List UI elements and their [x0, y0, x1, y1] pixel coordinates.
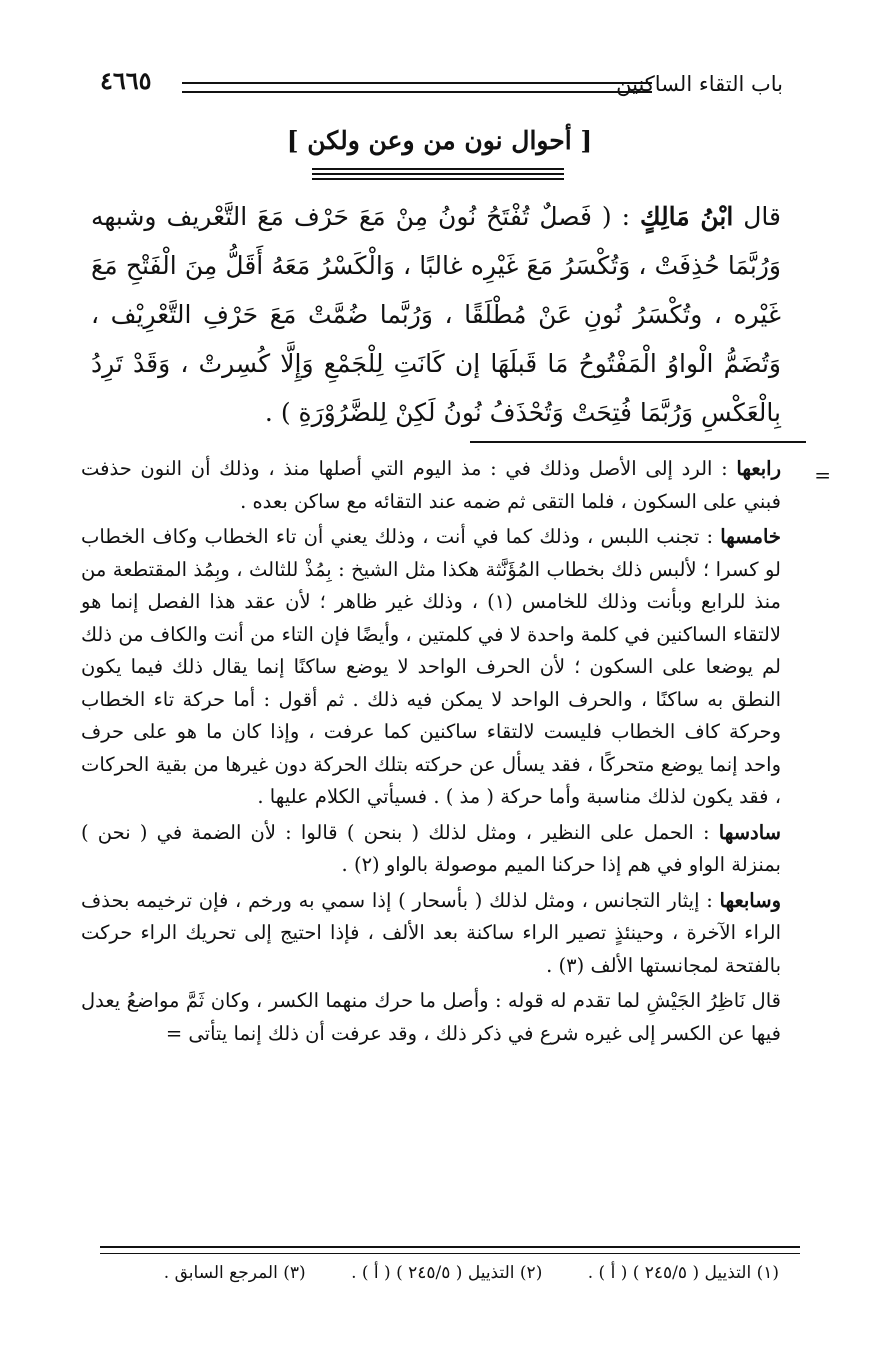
page-number: ٤٦٦٥ [100, 66, 152, 95]
footnote: (٣) المرجع السابق . [163, 1263, 306, 1283]
title-rule [312, 178, 564, 180]
main-text [91, 192, 781, 437]
main-text-rule [470, 441, 806, 443]
commentary-paragraph [81, 885, 781, 983]
footnote-rule [100, 1246, 800, 1254]
footnote: (٢) التذييل ( ٢٤٥/٥ ) ( أ ) . [351, 1263, 543, 1283]
paragraph-label: خامسها [720, 525, 781, 548]
paragraph-label: رابعها [736, 457, 782, 480]
paragraph-text: : الرد إلى الأصل وذلك في : مذ اليوم التي أصلها منذ ، وذلك أن النون حذفت فبني على السكون ، فلما التقى ثم ضمه عند التقائه مع ساكن بعده . [81, 457, 781, 513]
title-rule [312, 173, 564, 175]
section-title: [ أحوال نون من وعن ولكن ] [286, 126, 593, 155]
header-rule [182, 82, 652, 93]
main-body: : ( فَصلٌ تُفْتَحُ نُونُ مِنْ مَعَ حَرْف مَعَ التَّعْريف وشبهه وَرُبَّمَا حُذِفَتْ ، وَتُكْسَرُ مَعَ غَيْرِه غالبًا ، وَالْكَسْرُ مَعَهُ أَقَلُّ مِنَ الْفَتْحِ مَعَ غَيْره ، وتُكْسَرُ نُونِ عَنْ مُطْلَقًا ، وَرُبَّما ضُمَّتْ مَعَ حَرْفِ التَّعْرِيْف ، وَتُضَمُّ الْواوُ الْمَفْتُوحُ مَا قَبلَهَا إن كَانَتِ لِلْجَمْعِ وَإِلَّا كُسِرتْ ، وَقَدْ تَرِدُ بِالْعَكْسِ وَرُبَّمَا فُتِحَتْ وَتُحْذَفُ نُونُ لَكِنْ لِلضَّرُوْرَةِ ) . [91, 202, 781, 427]
paragraph-text: : الحمل على النظير ، ومثل لذلك ( بنحن ) قالوا : لأن الضمة في ( نحن ) بمنزلة الواو في هم إذا حركنا الميم موصولة بالواو (٢) . [81, 820, 781, 876]
commentary-paragraph [81, 817, 781, 882]
author-name: ابْنُ مَالِكٍ [639, 202, 734, 231]
main-intro: قال [743, 202, 781, 231]
commentary-paragraph [81, 453, 781, 518]
commentary-paragraph [81, 985, 781, 1050]
footnotes [124, 1263, 779, 1283]
paragraph-text: قال نَاظِرُ الجَيْشِ لما تقدم له قوله : وأصل ما حرك منهما الكسر ، وكان ثَمَّ مواضعُ يعدل فيها عن الكسر إلى غيره شرع في ذكر ذلك ، وقد عرفت أن ذلك إنما يتأتى = [81, 989, 781, 1045]
paragraph-label: وسابعها [719, 888, 782, 912]
paragraph-text: : تجنب اللبس ، وذلك كما في أنت ، وذلك يعني أن تاء الخطاب وكاف الخطاب لو كسرا ؛ لألبس ذلك بخطاب المُؤَنَّثة هكذا مثل الشيخ : بِمُذْ للثالث ، وبِمُذ المقتطعة من منذ للرابع وبأنت وذلك للخامس (١) ، وذلك غير ظاهر ؛ لأن عقد هذا الفصل إنما هو لالتقاء الساكنين في كلمة واحدة لا في كلمتين ، وأيضًا فإن التاء من أنت والكاف من ذلك لم يوضعا على السكون ؛ لأن الحرف الواحد لا يوضع ساكنًا إنما يقال ذلك فيما يكون النطق به ساكنًا ، والحرف الواحد لا يمكن فيه ذلك . ثم أقول : أما حركة تاء الخطاب وحركة كاف الخطاب فليست لالتقاء ساكنين كما عرفت ، وإذا كان ما هو على حرف واحد إنما يوضع متحركًا ، فقد يسأل عن حركته بتلك الحركة دون غيرها من بقية الحركات ، فقد يكون لذلك مناسبة وأما حركة ( مذ ) . فسيأتي الكلام عليها . [81, 525, 781, 808]
footnote: (١) التذييل ( ٢٤٥/٥ ) ( أ ) . [587, 1263, 779, 1283]
commentary [81, 453, 781, 1053]
title-rule [312, 168, 564, 170]
commentary-paragraph [81, 521, 781, 814]
running-header: باب التقاء الساكنين [616, 72, 783, 96]
paragraph-text: : إيثار التجانس ، ومثل لذلك ( بأسحار ) إذا سمي به ورخم ، فإن ترخيمه بحذف الراء الآخرة ، وحينئذٍ تصير الراء ساكنة بعد الألف ، فإذا احتيج إلى تحريك الراء حركت بالفتحة لمجانستها الألف (٣) . [81, 888, 781, 977]
paragraph-label: سادسها [718, 820, 781, 844]
continuation-mark: = [814, 463, 831, 487]
